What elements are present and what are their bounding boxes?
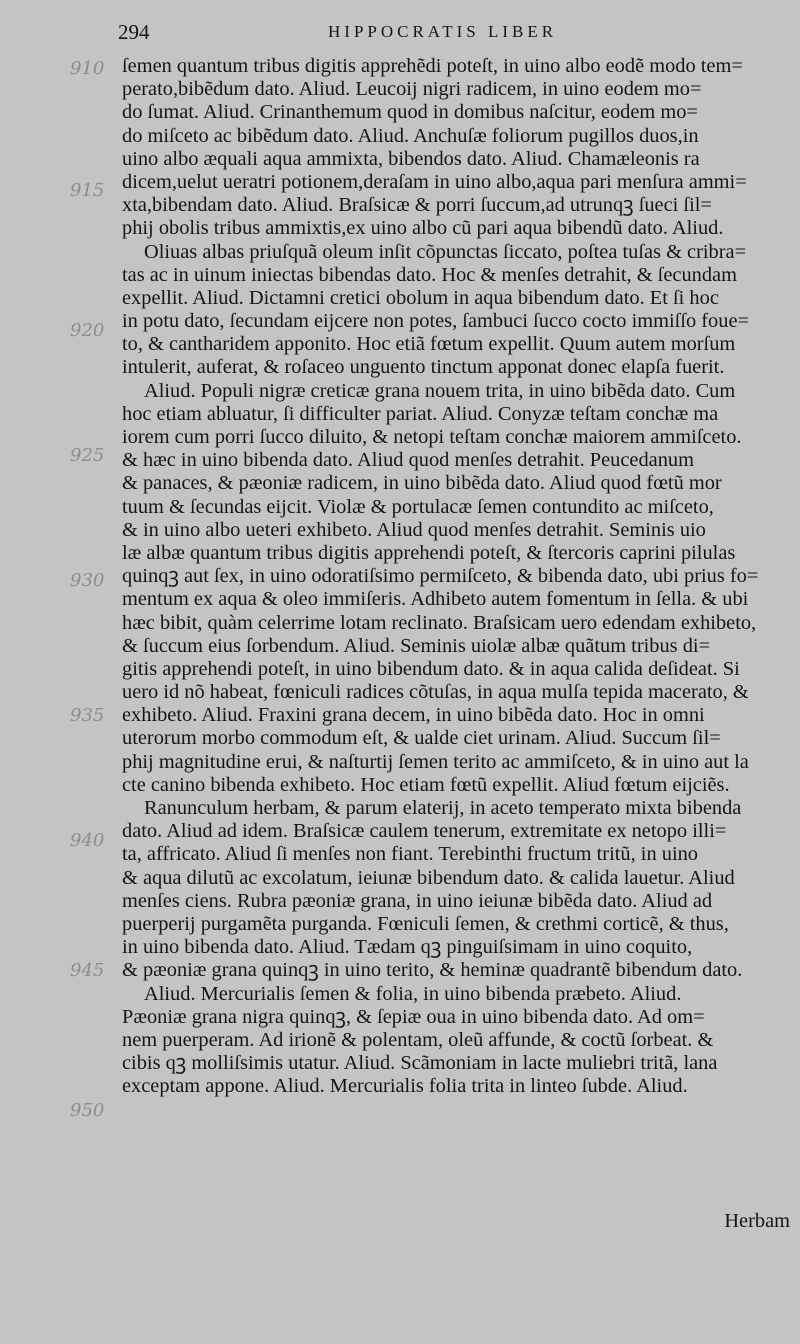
- text-line: & panaces, & pæoniæ radicem, in uino bibẽda dato. Aliud quod fœtũ mor: [122, 472, 722, 495]
- text-line: xta,bibendam dato. Aliud. Braſsicæ & porri ſuccum,ad utrunqꝫ ſueci ſil=: [122, 194, 712, 217]
- text-line: exceptam appone. Aliud. Mercurialis folia trita in linteo ſubde. Aliud.: [122, 1075, 688, 1098]
- margin-note: 930: [70, 570, 105, 591]
- text-line: ta, affricato. Aliud ſi menſes non fiant. Terebinthi fructum tritũ, in uino: [122, 843, 698, 866]
- text-line: quinqꝫ aut ſex, in uino odoratiſsimo permiſceto, & bibenda dato, ubi prius fo=: [122, 565, 759, 588]
- margin-note: 940: [70, 830, 105, 851]
- margin-note: 950: [70, 1100, 105, 1121]
- text-line: phij obolis tribus ammixtis,ex uino albo cũ pari aqua bibendũ dato. Aliud.: [122, 217, 724, 240]
- text-line: uino albo æquali aqua ammixta, bibendos dato. Aliud. Chamæleonis ra: [122, 147, 700, 170]
- text-line: & aqua dilutũ ac excolatum, ieiunæ bibendum dato. & calida lauetur. Aliud: [122, 866, 735, 889]
- text-line: exhibeto. Aliud. Fraxini grana decem, in uino bibẽda dato. Hoc in omni: [122, 704, 705, 727]
- margin-note: 920: [70, 320, 105, 341]
- margin-note: 925: [70, 445, 105, 466]
- text-line: iorem cum porri ſucco diluito, & netopi teſtam conchæ maiorem ammiſceto.: [122, 426, 742, 448]
- text-line: in potu dato, ſecundam eijcere non potes, ſambuci ſucco cocto immiſſo foue=: [122, 310, 750, 333]
- text-line: hæc bibit, quàm celerrime lotam reclinato. Braſsicam uero edendam exhibeto,: [122, 611, 757, 634]
- page-header: [118, 20, 800, 48]
- text-line: & pæoniæ grana quinqꝫ in uino terito, & heminæ quadrantẽ bibendum dato.: [122, 959, 743, 982]
- margin-note: 945: [70, 960, 105, 981]
- text-line: uterorum morbo commodum eſt, & ualde ciet urinam. Aliud. Succum ſil=: [122, 727, 721, 750]
- text-line: hoc etiam abluatur, ſi difficulter pariat. Aliud. Conyzæ teſtam conchæ ma: [122, 402, 719, 425]
- text-line: perato,bibẽdum dato. Aliud. Leucoij nigri radicem, in uino eodem mo=: [122, 78, 702, 101]
- margin-note: 910: [70, 58, 105, 79]
- text-line: to, & cantharidem apponito. Hoc etiã fœtum expellit. Quum autem morſum: [122, 333, 736, 356]
- text-line: læ albæ quantum tribus digitis apprehendi poteſt, & ſtercoris caprini pilulas: [122, 541, 736, 564]
- text-line: gitis apprehendi poteſt, in uino bibendum dato. & in aqua calida deſideat. Si: [122, 657, 740, 680]
- text-line: phij magnitudine erui, & naſturtij ſemen terito ac ammiſceto, & in uino aut la: [122, 750, 749, 773]
- text-line: Aliud. Populi nigræ creticæ grana nouem trita, in uino bibẽda dato. Cum: [144, 379, 736, 402]
- text-line: tuum & ſecundas eijcit. Violæ & portulacæ ſemen contundito ac miſceto,: [122, 495, 714, 518]
- text-line: cibis qꝫ molliſsimis utatur. Aliud. Scãmoniam in lacte muliebri tritã, lana: [122, 1052, 718, 1075]
- text-line: puerperij purgamẽta purganda. Fœniculi ſemen, & crethmi corticẽ, & thus,: [122, 912, 729, 935]
- text-line: & hæc in uino bibenda dato. Aliud quod menſes detrahit. Peucedanum: [122, 449, 694, 472]
- text-line: dicem,uelut ueratri potionem,deraſam in uino albo,aqua pari menſura ammi=: [122, 170, 747, 193]
- text-line: uero id nõ habeat, fœniculi radices cõtuſas, in aqua mulſa tepida macerato, &: [122, 681, 749, 704]
- text-line: Oliuas albas priuſquã oleum inſit cõpunctas ſiccato, poſtea tuſas & cribra=: [144, 240, 747, 263]
- text-line: menſes ciens. Rubra pæoniæ grana, in uino ieiunæ bibẽda dato. Aliud ad: [122, 889, 713, 912]
- text-line: mentum ex aqua & oleo immiſeris. Adhibeto autem fomentum in ſella. & ubi: [122, 588, 749, 611]
- catchword: Herbam: [724, 1210, 790, 1232]
- text-line: intulerit, auferat, & roſaceo unguento tinctum apponat donec elapſa fuerit.: [122, 356, 725, 379]
- text-line: & in uino albo ueteri exhibeto. Aliud quod menſes detrahit. Seminis uio: [122, 518, 706, 541]
- text-line: expellit. Aliud. Dictamni cretici obolum in aqua bibendum dato. Et ſi hoc: [122, 286, 719, 309]
- margin-note: 935: [70, 705, 105, 726]
- text-line: ſemen quantum tribus digitis apprehẽdi poteſt, in uino albo eodẽ modo tem=: [122, 55, 743, 77]
- page-number: 294: [118, 20, 150, 44]
- text-line: dato. Aliud ad idem. Braſsicæ caulem tenerum, extremitate ex netopo illi=: [122, 820, 727, 843]
- text-line: Aliud. Mercurialis ſemen & folia, in uino bibenda præbeto. Aliud.: [144, 982, 682, 1005]
- text-line: tas ac in uinum iniectas bibendas dato. Hoc & menſes detrahit, & ſecundam: [122, 263, 737, 286]
- text-line: nem puerperam. Ad irionẽ & polentam, oleũ affunde, & coctũ ſorbeat. &: [122, 1028, 714, 1051]
- text-line: cte canino bibenda exhibeto. Hoc etiam fœtũ expellit. Aliud fœtum eijciẽs.: [122, 773, 730, 796]
- body-text: [122, 55, 798, 1098]
- text-line: in uino bibenda dato. Aliud. Tædam qꝫ pinguiſsimam in uino coquito,: [122, 936, 693, 959]
- text-line: Pæoniæ grana nigra quinqꝫ, & ſepiæ oua in uino bibenda dato. Ad om=: [122, 1005, 705, 1028]
- text-line: do miſceto ac bibẽdum dato. Aliud. Anchuſæ foliorum pugillos duos,in: [122, 124, 699, 147]
- text-line: Ranunculum herbam, & parum elaterij, in aceto temperato mixta bibenda: [144, 797, 742, 819]
- text-line: do ſumat. Aliud. Crinanthemum quod in domibus naſcitur, eodem mo=: [122, 101, 698, 124]
- margin-note: 915: [70, 180, 105, 201]
- text-line: & ſuccum eius ſorbendum. Aliud. Seminis uiolæ albæ quãtum tribus di=: [122, 634, 711, 657]
- running-head: HIPPOCRATIS LIBER: [328, 22, 558, 41]
